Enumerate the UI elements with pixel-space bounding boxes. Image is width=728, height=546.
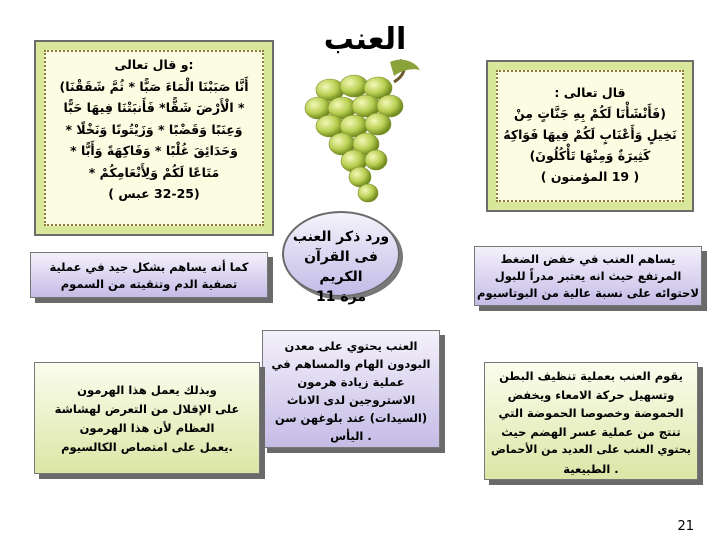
- info-line: . اليأس: [330, 429, 372, 443]
- page-number: 21: [677, 519, 694, 534]
- info-box-digestion: [484, 362, 698, 480]
- info-line: يحتوي العنب على العديد من الأحماض: [491, 443, 691, 456]
- quote-left-text: [44, 50, 264, 226]
- info-line: على الإقلال من التعرض لهشاشة: [54, 402, 240, 416]
- oval-line: مرة 11: [316, 289, 366, 305]
- slide-title: العنب: [323, 22, 407, 57]
- info-line: العظام لأن هذا الهرمون: [79, 421, 215, 435]
- info-box-osteoporosis: [34, 362, 260, 474]
- quote-right-text: [496, 70, 684, 202]
- quote-line: كَثِيرَةٌ وَمِنْهَا تَأْكُلُونَ): [529, 148, 651, 163]
- quote-line: نَخِيلٍ وَأَعْنَابٍ لَكُمْ فِيهَا فَوَاكِهُ: [503, 127, 677, 142]
- info-line: المرتفع حيث انه يعتبر مدراً للبول: [494, 269, 682, 283]
- info-line: الاستروجين لدى الاناث: [286, 393, 416, 407]
- quran-mention-oval: [282, 211, 400, 305]
- quote-line: أَنَّا صَبَبْنَا الْمَاءَ صَبًّا * ثُمَّ شَقَقْنَا): [59, 78, 249, 94]
- info-box-blood-purification: [30, 252, 268, 298]
- quote-line: * الْأَرْضَ شَقًّا* فَأَنبَتْنَا فِيهَا حَبًّا: [63, 100, 245, 115]
- info-line: تنتج من عملية عسر الهضم حيث: [501, 424, 681, 439]
- info-line: .يعمل على امتصاص الكالسيوم: [61, 440, 233, 454]
- info-box-boron: [262, 330, 440, 448]
- info-line: كما أنه يساهم بشكل جيد في عملية: [49, 260, 249, 274]
- quote-line: وَعِنَبًا وَقَضْبًا * وَزَيْتُونًا وَنَخْلًا *: [65, 121, 243, 137]
- info-line: وتسهيل حركة الامعاء ويخفض: [507, 387, 675, 402]
- quote-reference: (32-25 عبس ): [108, 186, 200, 201]
- info-line: يقوم العنب بعملية تنظيف البطن: [499, 369, 683, 383]
- info-line: تصفية الدم وتنقيته من السموم: [60, 277, 238, 291]
- quote-frame-left: [34, 40, 274, 236]
- grapes-image: [290, 56, 440, 216]
- quote-line: وَحَدَائِقَ غُلْبًا * وَفَاكِهَةً وَأَبًّا *: [70, 143, 238, 158]
- quote-line: (فَأَنْشَأْنَا لَكُمْ بِهِ جَنَّاتٍ مِنْ: [514, 106, 666, 121]
- quote-frame-right: [486, 60, 694, 212]
- quote-line: مَتَاعًا لَكُمْ وَلِأَنْعَامِكُمْ *: [88, 164, 220, 180]
- info-line: الحموضة وخصوصا الحموضة التي: [498, 406, 684, 420]
- quote-line: قال تعالى :: [554, 85, 626, 100]
- oval-line: ورد ذكر العنب: [292, 229, 390, 245]
- info-line: وبذلك يعمل هذا الهرمون: [77, 383, 217, 397]
- info-line: عملية زيادة هرمون: [297, 375, 405, 389]
- quote-line: :و قال تعالى: [114, 57, 194, 72]
- info-line: العنب يحتوي على معدن: [284, 339, 418, 353]
- info-line: يساهم العنب في خفض الضغط: [500, 252, 676, 266]
- quote-reference: ( 19 المؤمنون ): [540, 169, 640, 184]
- info-line: البودون الهام والمساهم في: [271, 357, 431, 371]
- info-line: . الطبيعية: [563, 461, 619, 476]
- oval-line: فى القرآن الكريم: [304, 249, 378, 285]
- info-line: لاحتوائه على نسبة عالية من البوتاسيوم: [477, 286, 699, 300]
- info-line: (السيدات) عند بلوغهن سن: [274, 411, 428, 425]
- info-box-blood-pressure: [474, 246, 702, 306]
